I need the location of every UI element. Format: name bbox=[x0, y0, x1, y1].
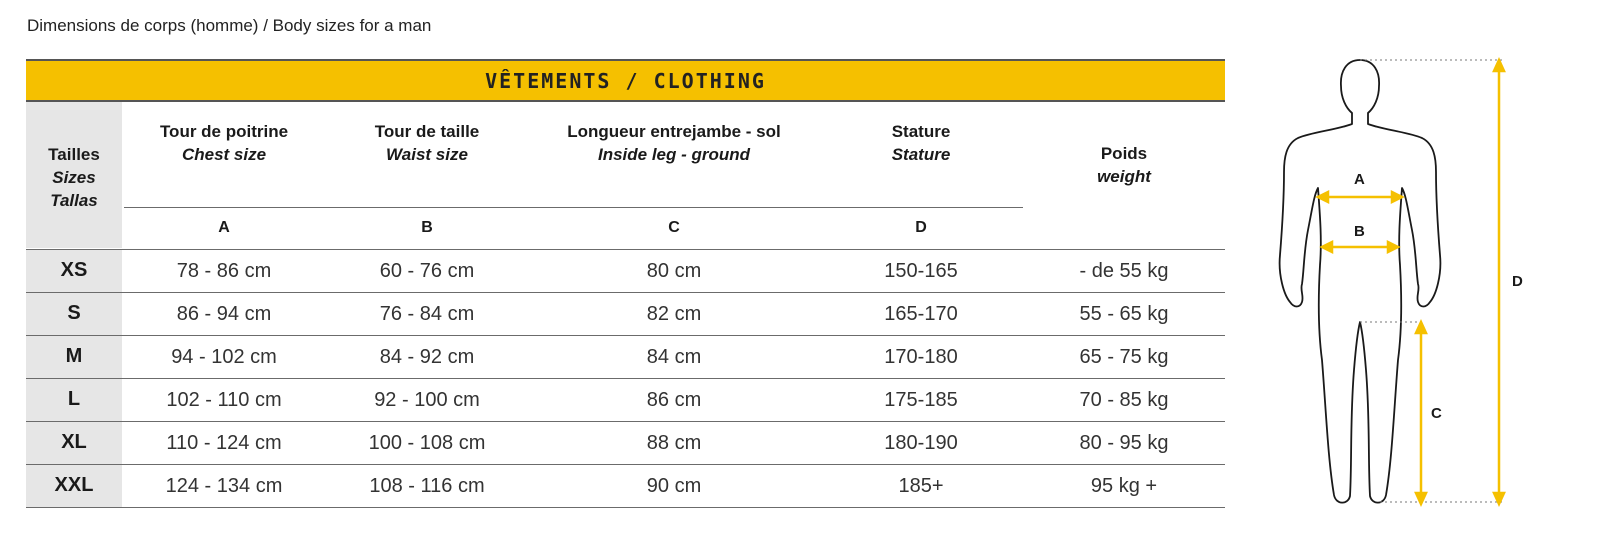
chest-header-fr: Tour de poitrine bbox=[159, 122, 289, 141]
row-size-label: S bbox=[67, 302, 81, 324]
leg-letter: C bbox=[668, 219, 680, 236]
table-cell-stature: 180-190 bbox=[884, 432, 958, 454]
table-cell-stature: 185+ bbox=[898, 475, 944, 497]
row-size-label: M bbox=[65, 345, 83, 367]
banner-title: VÊTEMENTS / CLOTHING bbox=[485, 68, 766, 93]
table-cell-waist: 84 - 92 cm bbox=[379, 346, 475, 368]
waist-column-header bbox=[327, 120, 527, 166]
table-cell-leg: 88 cm bbox=[646, 432, 702, 454]
table-cell-weight: 70 - 85 kg bbox=[1079, 389, 1169, 411]
table-cell-chest: 78 - 86 cm bbox=[176, 260, 272, 282]
table-cell-waist: 60 - 76 cm bbox=[379, 260, 475, 282]
table-cell-waist: 76 - 84 cm bbox=[379, 303, 475, 325]
table-cell-weight: 55 - 65 kg bbox=[1079, 303, 1169, 325]
size-header-es: Tallas bbox=[50, 191, 98, 210]
table-cell-stature: 170-180 bbox=[884, 346, 958, 368]
waist-letter: B bbox=[421, 219, 433, 236]
chest-column-header bbox=[124, 120, 324, 166]
row-size-label: XXL bbox=[54, 474, 94, 496]
table-cell-stature: 165-170 bbox=[884, 303, 958, 325]
leg-header-en: Inside leg - ground bbox=[597, 145, 751, 164]
arrow-c-icon bbox=[1416, 322, 1426, 504]
table-cell-weight: 65 - 75 kg bbox=[1079, 346, 1169, 368]
chest-header-en: Chest size bbox=[181, 145, 267, 164]
row-size-label: XS bbox=[60, 259, 88, 281]
table-cell-waist: 100 - 108 cm bbox=[368, 432, 486, 454]
stature-column-header bbox=[821, 120, 1021, 166]
table-cell-leg: 80 cm bbox=[646, 260, 702, 282]
page-caption: Dimensions de corps (homme) / Body sizes for a man bbox=[27, 16, 432, 35]
table-cell-leg: 86 cm bbox=[646, 389, 702, 411]
size-header-fr: Tailles bbox=[48, 145, 100, 164]
table-cell-chest: 94 - 102 cm bbox=[171, 346, 277, 368]
table-cell-weight: 95 kg + bbox=[1090, 475, 1158, 497]
table-cell-chest: 102 - 110 cm bbox=[166, 389, 282, 411]
header-bottom-divider bbox=[26, 249, 1225, 250]
row-divider bbox=[26, 292, 1225, 293]
table-cell-leg: 82 cm bbox=[646, 303, 702, 325]
leg-header-fr: Longueur entrejambe - sol bbox=[567, 122, 781, 141]
table-cell-waist: 92 - 100 cm bbox=[374, 389, 480, 411]
waist-header-en: Waist size bbox=[386, 145, 468, 164]
stature-header-en: Stature bbox=[891, 145, 951, 164]
waist-header-fr: Tour de taille bbox=[374, 122, 480, 141]
table-cell-chest: 86 - 94 cm bbox=[176, 303, 272, 325]
table-cell-weight: - de 55 kg bbox=[1079, 260, 1169, 282]
weight-header-fr: Poids bbox=[1100, 144, 1148, 163]
weight-column-header bbox=[1024, 142, 1224, 188]
clothing-banner bbox=[26, 59, 1225, 102]
arrow-a-icon bbox=[1318, 192, 1402, 202]
weight-header-en: weight bbox=[1097, 167, 1151, 186]
table-cell-stature: 175-185 bbox=[884, 389, 958, 411]
stature-header-fr: Stature bbox=[891, 122, 951, 141]
row-divider bbox=[26, 335, 1225, 336]
figure-label-b: B bbox=[1354, 223, 1365, 240]
table-cell-waist: 108 - 116 cm bbox=[369, 475, 485, 497]
table-cell-stature: 150-165 bbox=[884, 260, 958, 282]
stature-letter: D bbox=[915, 219, 927, 236]
figure-label-d: D bbox=[1512, 273, 1523, 290]
size-column-header bbox=[26, 143, 122, 212]
figure-label-c: C bbox=[1431, 405, 1442, 422]
table-cell-chest: 110 - 124 cm bbox=[166, 432, 282, 454]
table-cell-chest: 124 - 134 cm bbox=[165, 475, 283, 497]
chest-letter: A bbox=[218, 219, 230, 236]
arrow-b-icon bbox=[1322, 242, 1398, 252]
leg-column-header bbox=[524, 120, 824, 166]
row-divider bbox=[26, 378, 1225, 379]
header-sub-divider bbox=[124, 207, 1023, 208]
figure-label-a: A bbox=[1354, 171, 1365, 188]
table-cell-leg: 90 cm bbox=[646, 475, 702, 497]
row-divider bbox=[26, 421, 1225, 422]
row-size-label: L bbox=[67, 388, 81, 410]
body-figure bbox=[1240, 40, 1560, 520]
arrow-d-icon bbox=[1494, 60, 1504, 504]
size-header-en: Sizes bbox=[52, 168, 96, 187]
table-cell-weight: 80 - 95 kg bbox=[1079, 432, 1169, 454]
body-silhouette bbox=[1280, 60, 1441, 503]
row-divider bbox=[26, 507, 1225, 508]
row-divider bbox=[26, 464, 1225, 465]
table-cell-leg: 84 cm bbox=[646, 346, 702, 368]
measurement-guides bbox=[1360, 60, 1502, 502]
row-size-label: XL bbox=[61, 431, 87, 453]
